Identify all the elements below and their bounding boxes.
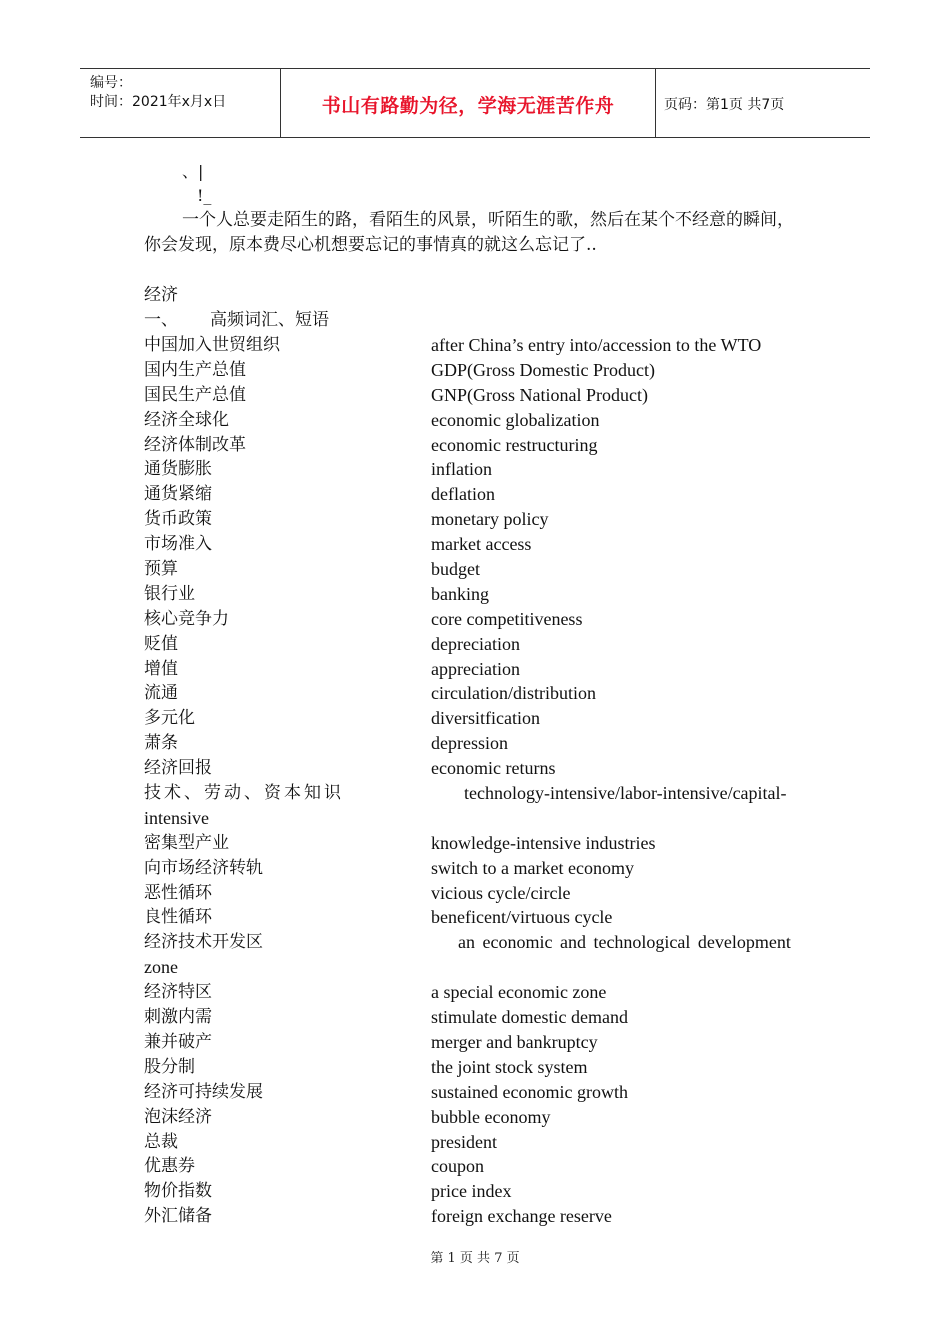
glossary-row (144, 980, 809, 1005)
term-chinese: 经济特区 (144, 982, 212, 1003)
glossary-row (144, 607, 809, 632)
term-english: GDP(Gross Domestic Product) (431, 359, 655, 380)
term-english: knowledge-intensive industries (431, 832, 656, 853)
subsection-heading (144, 308, 329, 333)
term-english: diversitfication (431, 708, 540, 729)
term-chinese: 多元化 (144, 708, 195, 729)
intro-paragraph: 一个人总要走陌生的路，看陌生的风景，听陌生的歌，然后在某个不经意的瞬间，你会发现，原本费尽心机想要忘记的事情真的就这么忘记了.. (144, 210, 794, 255)
term-english: depreciation (431, 633, 520, 654)
term-english: core competitiveness (431, 608, 583, 629)
term-chinese: 预算 (144, 559, 178, 580)
term-chinese: 贬值 (144, 633, 178, 654)
glossary-row (144, 582, 809, 607)
glossary-row (144, 881, 809, 906)
document-header (80, 68, 870, 138)
term-chinese: 货币政策 (144, 509, 212, 530)
term-english: banking (431, 583, 489, 604)
glossary-row (144, 408, 809, 433)
glossary-row (144, 358, 809, 383)
term-chinese: 外汇储备 (144, 1206, 212, 1227)
term-english: circulation/distribution (431, 683, 596, 704)
term-chinese: 市场准入 (144, 534, 212, 555)
glossary-row (144, 457, 809, 482)
term-english: stimulate domestic demand (431, 1007, 628, 1028)
term-chinese: 萧条 (144, 733, 178, 754)
term-chinese: 优惠券 (144, 1156, 195, 1177)
term-english: coupon (431, 1156, 484, 1177)
term-english: an economic and technological development (458, 932, 791, 953)
term-chinese: 银行业 (144, 583, 195, 604)
term-chinese: 技术、劳动、资本知识 (144, 783, 344, 804)
term-chinese: 良性循环 (144, 907, 212, 928)
subsection-number: 一、 (144, 310, 178, 330)
glossary-row (144, 632, 809, 657)
term-english: technology-intensive/labor-intensive/capital- (464, 783, 787, 804)
stray-mark-2: !_ (197, 186, 212, 205)
term-chinese: 密集型产业 (144, 832, 229, 853)
glossary-row (144, 1179, 809, 1204)
glossary-row (144, 831, 809, 856)
header-meta-cell (80, 69, 280, 137)
term-chinese: 国内生产总值 (144, 359, 246, 380)
glossary-row (144, 856, 809, 881)
term-english: market access (431, 534, 532, 555)
glossary-row (144, 1204, 809, 1229)
header-motto-cell (280, 69, 656, 137)
term-english: the joint stock system (431, 1056, 588, 1077)
glossary-row (144, 1030, 809, 1055)
glossary-row (144, 557, 809, 582)
glossary-row (144, 731, 809, 756)
glossary-row (144, 383, 809, 408)
term-english: president (431, 1131, 497, 1152)
term-english: beneficent/virtuous cycle (431, 907, 613, 928)
document-number-label: 编号： (90, 75, 132, 91)
glossary-row (144, 756, 809, 781)
glossary-row (144, 781, 809, 806)
glossary-row (144, 507, 809, 532)
glossary-row (144, 681, 809, 706)
glossary-row-continuation (144, 806, 809, 831)
glossary-row (144, 1055, 809, 1080)
term-chinese: 增值 (144, 658, 178, 679)
term-chinese: 流通 (144, 683, 178, 704)
stray-mark-1: 、| (182, 162, 204, 181)
glossary-row (144, 1005, 809, 1030)
glossary-row (144, 1105, 809, 1130)
glossary-row (144, 706, 809, 731)
term-chinese: 向市场经济转轨 (144, 857, 263, 878)
term-chinese: 通货膨胀 (144, 459, 212, 480)
term-english: deflation (431, 484, 495, 505)
document-date-label: 时间：2021年x月x日 (90, 94, 227, 110)
term-chinese: 恶性循环 (144, 882, 212, 903)
term-english: economic restructuring (431, 434, 598, 455)
glossary-list (144, 333, 809, 1229)
header-page-number: 页码：第1页 共7页 (664, 97, 785, 113)
term-chinese: 经济回报 (144, 758, 212, 779)
term-chinese: 通货紧缩 (144, 484, 212, 505)
term-chinese: 经济体制改革 (144, 434, 246, 455)
term-chinese: 经济可持续发展 (144, 1081, 263, 1102)
term-english: inflation (431, 459, 492, 480)
term-english: foreign exchange reserve (431, 1206, 612, 1227)
term-chinese: 经济技术开发区 (144, 932, 263, 953)
glossary-row (144, 905, 809, 930)
glossary-row (144, 532, 809, 557)
term-chinese: 兼并破产 (144, 1031, 212, 1052)
term-chinese: 经济全球化 (144, 409, 229, 430)
term-chinese: 国民生产总值 (144, 384, 246, 405)
term-chinese: 总裁 (144, 1131, 178, 1152)
term-chinese: 泡沫经济 (144, 1106, 212, 1127)
glossary-row (144, 433, 809, 458)
glossary-row-continuation (144, 955, 809, 980)
glossary-row (144, 1080, 809, 1105)
term-english-continuation: zone (144, 957, 178, 978)
term-chinese: 股分制 (144, 1056, 195, 1077)
header-page-cell (655, 69, 870, 137)
term-chinese: 物价指数 (144, 1181, 212, 1202)
term-english: appreciation (431, 658, 520, 679)
term-english: depression (431, 733, 508, 754)
glossary-row (144, 482, 809, 507)
glossary-row (144, 333, 809, 358)
section-title: 经济 (144, 285, 178, 305)
glossary-row (144, 657, 809, 682)
term-english: a special economic zone (431, 982, 607, 1003)
term-english: sustained economic growth (431, 1081, 628, 1102)
term-english: economic returns (431, 758, 556, 779)
term-english: economic globalization (431, 409, 600, 430)
term-english: switch to a market economy (431, 857, 634, 878)
term-chinese: 刺激内需 (144, 1007, 212, 1028)
header-motto: 书山有路勤为径，学海无涯苦作舟 (321, 95, 615, 117)
term-chinese: 核心竞争力 (144, 608, 229, 629)
term-english: bubble economy (431, 1106, 551, 1127)
term-english: GNP(Gross National Product) (431, 384, 648, 405)
term-english: merger and bankruptcy (431, 1031, 598, 1052)
term-english-continuation: intensive (144, 807, 209, 828)
term-english: budget (431, 559, 480, 580)
glossary-row (144, 930, 809, 955)
term-chinese: 中国加入世贸组织 (144, 335, 280, 355)
page-footer: 第 1 页 共 7 页 (430, 1251, 520, 1266)
term-english: after China’s entry into/accession to the WTO (431, 335, 762, 355)
term-english: price index (431, 1181, 512, 1202)
subsection-title: 高频词汇、短语 (210, 310, 329, 330)
glossary-row (144, 1154, 809, 1179)
term-english: monetary policy (431, 509, 549, 530)
term-english: vicious cycle/circle (431, 882, 571, 903)
glossary-row (144, 1130, 809, 1155)
